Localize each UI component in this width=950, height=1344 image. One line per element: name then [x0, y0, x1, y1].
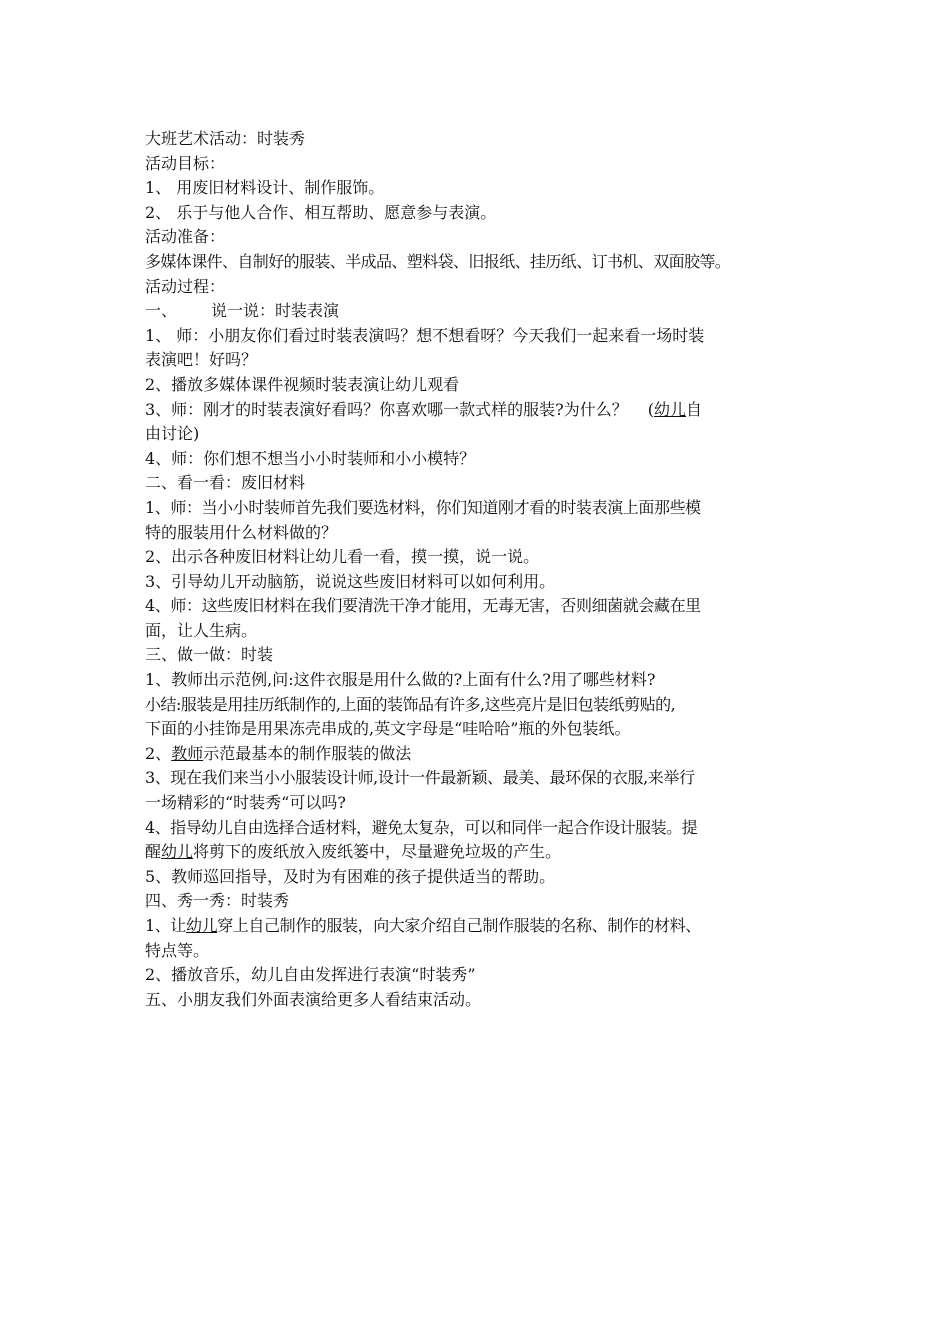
section-4-item-1-prefix: 1、让 [145, 916, 186, 935]
process-heading: 活动过程： [145, 276, 226, 296]
goals-heading: 活动目标： [145, 153, 226, 173]
section-3-item-3: 3、现在我们来当小小服装设计师,设计一件最新颖、最美、最环保的衣服,来举行 [145, 768, 695, 788]
section-4-item-2: 2、播放音乐，幼儿自由发挥进行表演“时装秀” [145, 965, 476, 985]
section-1-item-3 [145, 398, 825, 423]
section-3-item-4-prefix: 醒 [145, 842, 162, 862]
section-5-text: 五、小朋友我们外面表演给更多人看结束活动。 [145, 989, 482, 1009]
section-3-item-4: 4、指导幼儿自由选择合适材料，避免太复杂，可以和同伴一起合作设计服装。提 [145, 817, 698, 837]
section-2-item-1: 1、师：当小小时装师首先我们要选材料，你们知道刚才看的时装表演上面那些模 [145, 497, 701, 517]
section-4-heading: 四、秀一秀：时装秀 [145, 891, 290, 911]
section-3-summary-cont: 下面的小挂饰是用果冻壳串成的,英文字母是“哇哈哈”瓶的外包装纸。 [145, 719, 631, 739]
section-4-item-1-text: 穿上自己制作的服装，向大家介绍自己制作服装的名称、制作的材料、 [217, 916, 701, 935]
section-3-item-2-text: 示范最基本的制作服装的做法 [203, 743, 412, 763]
goal-item: 1、 用废旧材料设计、制作服饰。 [145, 178, 385, 198]
prep-heading: 活动准备： [145, 227, 226, 247]
section-3-item-3-cont: 一场精彩的“时装秀“可以吗? [145, 793, 346, 813]
section-1-item-3-paren: ( [647, 399, 655, 419]
section-1-number: 一、 [145, 301, 178, 321]
section-1-item-3-text: 3、师：刚才的时装表演好看吗？你喜欢哪一款式样的服装?为什么？ [145, 399, 628, 419]
underlined-word: 幼儿 [185, 916, 218, 935]
section-2-heading: 二、看一看：废旧材料 [145, 473, 306, 493]
section-3-item-4-cont [145, 840, 825, 865]
section-3-item-2-prefix: 2、 [145, 743, 172, 763]
section-2-item-4: 4、师：这些废旧材料在我们要清洗干净才能用，无毒无害，否则细菌就会藏在里 [145, 596, 701, 616]
section-1-item-1: 1、 师：小朋友你们看过时装表演吗？想不想看呀？今天我们一起来看一场时装 [145, 325, 705, 345]
section-4-item-1-cont: 特点等。 [145, 940, 210, 960]
underlined-word: 教师 [171, 743, 204, 763]
section-1-item-4: 4、师：你们想不想当小小时装师和小小模特？ [145, 448, 476, 468]
document-body [145, 127, 825, 1012]
section-3-summary: 小结:服装是用挂历纸制作的,上面的装饰品有许多,这些亮片是旧包装纸剪贴的, [145, 694, 676, 714]
section-2-item-3: 3、引导幼儿开动脑筋，说说这些废旧材料可以如何利用。 [145, 571, 556, 591]
section-3-item-1: 1、教师出示范例,问:这件衣服是用什么做的?上面有什么?用了哪些材料? [145, 670, 656, 690]
section-2-item-2: 2、出示各种废旧材料让幼儿看一看，摸一摸，说一说。 [145, 547, 540, 567]
section-3-item-4-text: 将剪下的废纸放入废纸篓中，尽量避免垃圾的产生。 [193, 842, 562, 862]
section-1-item-1-cont: 表演吧！好吗？ [145, 350, 258, 370]
document-title: 大班艺术活动：时装秀 [145, 129, 306, 148]
section-1-title: 说一说：时装表演 [211, 301, 340, 321]
section-1-item-3-tail: 自 [686, 399, 703, 419]
section-3-item-2 [145, 742, 825, 767]
section-2-item-4-cont: 面，让人生病。 [145, 620, 258, 640]
section-4-item-1 [145, 914, 825, 939]
underlined-word: 幼儿 [654, 399, 687, 419]
section-1-item-2: 2、播放多媒体课件视频时装表演让幼儿观看 [145, 374, 460, 394]
prep-text: 多媒体课件、自制好的服装、半成品、塑料袋、旧报纸、挂历纸、订书机、双面胶等。 [145, 251, 731, 271]
section-1-item-3-cont: 由讨论) [145, 424, 200, 444]
section-3-item-5: 5、教师巡回指导，及时为有困难的孩子提供适当的帮助。 [145, 866, 556, 886]
goal-item: 2、 乐于与他人合作、相互帮助、愿意参与表演。 [145, 202, 497, 222]
section-1-heading [145, 299, 825, 324]
underlined-word: 幼儿 [161, 842, 194, 862]
section-3-heading: 三、做一做：时装 [145, 645, 274, 665]
section-2-item-1-cont: 特的服装用什么材料做的？ [145, 522, 338, 542]
